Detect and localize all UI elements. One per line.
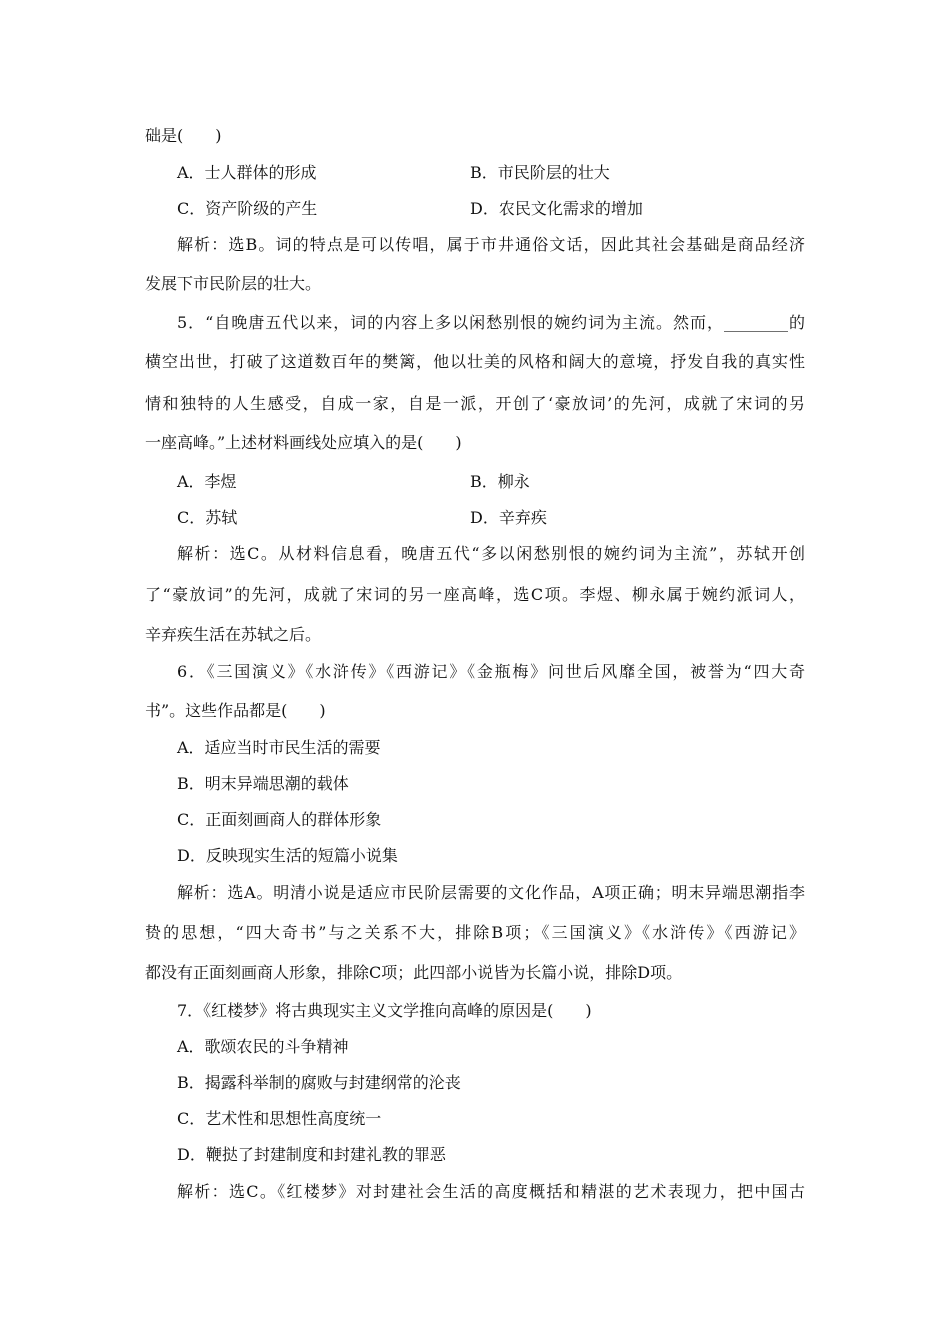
q5-analysis-line-3: 辛弃疾生活在苏轼之后。 — [145, 625, 322, 644]
q4-option-c: C．资产阶级的产生 — [177, 199, 318, 218]
q4-option-b: B．市民阶层的壮大 — [470, 163, 610, 182]
q6-stem-line-2: 书”。这些作品都是( ) — [145, 701, 326, 720]
q6-stem-line-1: 6．《三国演义》《水浒传》《西游记》《金瓶梅》问世后风靡全国，被誉为“四大奇 — [177, 662, 805, 681]
q5-option-c: C．苏轼 — [177, 508, 238, 527]
q7-option-a: A．歌颂农民的斗争精神 — [177, 1037, 349, 1056]
q7-option-b: B．揭露科举制的腐败与封建纲常的沦丧 — [177, 1073, 461, 1092]
q5-stem-line-2: 横空出世，打破了这道数百年的樊篱，他以壮美的风格和阔大的意境，抒发自我的真实性 — [145, 352, 805, 371]
q5-option-d: D．辛弃疾 — [470, 508, 547, 527]
q4-analysis-line-2: 发展下市民阶层的壮大。 — [145, 274, 322, 293]
q4-stem-tail: 础是( ) — [145, 126, 222, 145]
q6-option-d: D．反映现实生活的短篇小说集 — [177, 846, 398, 865]
q6-option-a: A．适应当时市民生活的需要 — [177, 738, 381, 757]
q4-option-a: A．士人群体的形成 — [177, 163, 317, 182]
q5-stem-line-3: 情和独特的人生感受，自成一家，自是一派，开创了‘豪放词’的先河，成就了宋词的另 — [145, 394, 805, 413]
q6-analysis-line-3: 都没有正面刻画商人形象，排除C项；此四部小说皆为长篇小说，排除D项。 — [145, 963, 683, 982]
q5-analysis-line-2: 了“豪放词”的先河，成就了宋词的另一座高峰，选C项。李煜、柳永属于婉约派词人， — [145, 585, 805, 604]
q6-option-c: C．正面刻画商人的群体形象 — [177, 810, 382, 829]
q7-option-c: C．艺术性和思想性高度统一 — [177, 1109, 382, 1128]
q6-analysis-line-2: 贽的思想，“四大奇书”与之关系不大，排除B项；《三国演义》《水浒传》《西游记》 — [145, 923, 805, 942]
q7-option-d: D．鞭挞了封建制度和封建礼教的罪恶 — [177, 1145, 446, 1164]
q5-stem-line-4: 一座高峰。”上述材料画线处应填入的是( ) — [145, 433, 462, 452]
q7-stem-line-1: 7．《红楼梦》将古典现实主义文学推向高峰的原因是( ) — [177, 1001, 592, 1020]
q4-option-d: D．农民文化需求的增加 — [470, 199, 643, 218]
q5-option-b: B．柳永 — [470, 472, 530, 491]
q5-analysis-line-1: 解析：选C。从材料信息看，晚唐五代“多以闲愁别恨的婉约词为主流”，苏轼开创 — [177, 544, 805, 563]
q4-analysis-line-1: 解析：选B。词的特点是可以传唱，属于市井通俗文话，因此其社会基础是商品经济 — [177, 235, 805, 254]
q6-option-b: B．明末异端思潮的载体 — [177, 774, 349, 793]
q5-stem-line-1: 5．“自晚唐五代以来，词的内容上多以闲愁别恨的婉约词为主流。然而，________的 — [177, 313, 805, 332]
q6-analysis-line-1: 解析：选A。明清小说是适应市民阶层需要的文化作品，A项正确；明末异端思潮指李 — [177, 883, 805, 902]
q5-option-a: A．李煜 — [177, 472, 237, 491]
q7-analysis-line-1: 解析：选C。《红楼梦》对封建社会生活的高度概括和精湛的艺术表现力，把中国古 — [177, 1182, 805, 1201]
